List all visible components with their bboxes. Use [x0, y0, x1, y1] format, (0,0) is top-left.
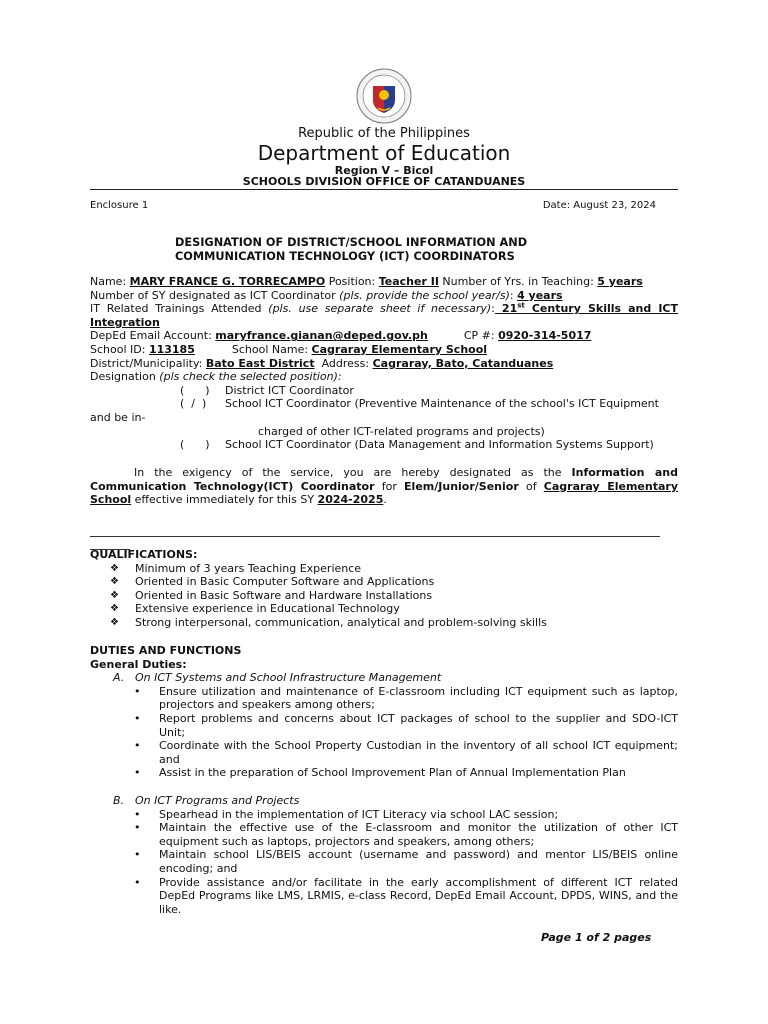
- list-item: [90, 848, 678, 875]
- list-item: [90, 589, 678, 603]
- duties-section: [90, 644, 678, 916]
- list-item-text: Oriented in Basic Computer Software and Applications: [135, 575, 435, 589]
- option-wrap: and be in-: [90, 410, 146, 424]
- bullet-icon: •: [134, 684, 141, 698]
- title-line-2: COMMUNICATION TECHNOLOGY (ICT) COORDINATORS: [175, 249, 515, 263]
- qualifications-heading: QUALIFICATIONS:: [90, 548, 198, 561]
- region-line: Region V – Bicol: [334, 164, 434, 177]
- section-a-title: A. On ICT Systems and School Infrastructure Management: [113, 671, 442, 685]
- title-line-1: DESIGNATION OF DISTRICT/SCHOOL INFORMATION AND: [175, 236, 528, 249]
- list-item: [90, 616, 678, 630]
- section-a-list: [90, 685, 678, 780]
- bullet-icon: ❖: [110, 616, 119, 628]
- deped-seal-logo: [356, 68, 412, 124]
- qualifications-section: [90, 548, 678, 630]
- enclosure-label: Enclosure 1: [90, 200, 149, 211]
- document-title: [175, 236, 645, 263]
- bullet-icon: ❖: [110, 576, 119, 588]
- page-number: Page 1 of 2 pages: [541, 931, 652, 944]
- position-value: Teacher II: [378, 275, 439, 288]
- list-item-text: Strong interpersonal, communication, analytical and problem-solving skills: [135, 615, 547, 629]
- bullet-icon: •: [134, 807, 141, 821]
- email-row: DepEd Email Account: maryfrance.gianan@deped.gov.ph CP #: 0920-314-5017: [90, 329, 592, 343]
- list-item: [90, 876, 678, 917]
- option-continuation: charged of other ICT-related programs and projects): [258, 424, 545, 438]
- list-item: [90, 575, 678, 589]
- bullet-icon: •: [134, 711, 141, 725]
- address-value: Cagraray, Bato, Catanduanes: [372, 356, 554, 370]
- cp-value: 0920-314-5017: [498, 329, 592, 343]
- list-item-text: Maintain school LIS/BEIS account (username and password) and mentor LIS/BEIS online encoding; and: [159, 848, 678, 875]
- sy-row: Number of SY designated as ICT Coordinator (pls. provide the school year/s): 4 years: [90, 288, 563, 302]
- general-duties-heading: General Duties:: [90, 657, 187, 671]
- school-name-value: Cagraray Elementary School: [311, 342, 488, 356]
- list-item-text: Maintain the effective use of the E-classroom and monitor the utilization of other ICT equipment such as laptops, projectors and speakers, among others;: [159, 821, 678, 848]
- designation-row: Designation (pls check the selected position):: [90, 370, 342, 384]
- district-value: Bato East District: [205, 356, 315, 370]
- bullet-icon: •: [134, 739, 141, 753]
- bullet-icon: •: [134, 766, 141, 780]
- bullet-icon: ❖: [110, 562, 119, 574]
- years-value: 5 years: [597, 275, 643, 288]
- list-item: [90, 766, 678, 780]
- section-b-list: [90, 808, 678, 917]
- bullet-icon: ❖: [110, 589, 119, 601]
- list-item-text: Oriented in Basic Software and Hardware Installations: [135, 588, 433, 602]
- option-checkbox[interactable]: ( ): [180, 438, 210, 452]
- designation-paragraph: In the exigency of the service, you are hereby designated as the Information and Communication Technology(ICT) Coordinator for Elem/Junior/Senior of Cagraray Elementary School effective immediately for this SY 2024-2025.: [90, 466, 678, 507]
- list-item: [90, 562, 678, 576]
- bullet-icon: ❖: [110, 603, 119, 615]
- trainings-value: 21st Century Skills and ICT: [494, 301, 679, 316]
- bullet-icon: •: [134, 848, 141, 862]
- list-item-text: Coordinate with the School Property Custodian in the inventory of all school ICT equipment; and: [159, 739, 678, 766]
- separator-line: [90, 527, 678, 541]
- option-school-data: ( ) School ICT Coordinator (Data Management and Information Systems Support): [180, 438, 654, 452]
- division-line: SCHOOLS DIVISION OFFICE OF CATANDUANES: [242, 175, 526, 188]
- name-row: Name: MARY FRANCE G. TORRECAMPO Position: Teacher II Number of Yrs. in Teaching: 5 years: [90, 275, 643, 288]
- bullet-icon: •: [134, 821, 141, 835]
- list-item-text: Ensure utilization and maintenance of E-classroom including ICT equipment such as laptop, projectors and speakers among others;: [159, 684, 678, 712]
- list-item: [90, 821, 678, 848]
- info-fields: [90, 275, 678, 452]
- school-row: School ID: 113185 School Name: Cagraray Elementary School: [90, 342, 488, 356]
- list-item-text: Minimum of 3 years Teaching Experience: [135, 561, 362, 575]
- list-item: [90, 602, 678, 616]
- list-item-text: Assist in the preparation of School Improvement Plan of Annual Implementation Plan: [159, 766, 626, 780]
- list-item-text: Provide assistance and/or facilitate in the early accomplishment of different ICT related DepEd Programs like LMS, LRMIS, e-class Record, DepEd Email Account, DPDS, WINS, and the like.: [159, 875, 678, 916]
- option-district: ( ) District ICT Coordinator: [180, 383, 354, 397]
- section-b-title: B. On ICT Programs and Projects: [113, 793, 300, 807]
- list-item: [90, 739, 678, 766]
- list-item: [90, 685, 678, 712]
- list-item: [90, 808, 678, 822]
- list-item: [90, 712, 678, 739]
- option-checkbox[interactable]: ( / ): [180, 397, 207, 411]
- document-date: Date: August 23, 2024: [542, 200, 656, 211]
- republic-line: Republic of the Philippines: [298, 126, 470, 141]
- list-item-text: Spearhead in the implementation of ICT Literacy via school LAC session;: [159, 807, 559, 821]
- list-item-text: Report problems and concerns about ICT packages of school to the supplier and SDO-ICT Unit;: [159, 711, 678, 739]
- trainings-row: IT Related Trainings Attended (pls. use separate sheet if necessary): 21st Century Skills and ICT: [90, 301, 679, 316]
- name-value: MARY FRANCE G. TORRECAMPO: [129, 275, 326, 288]
- department-name: Department of Education: [257, 141, 511, 165]
- district-row: District/Municipality: Bato East District Address: Cagraray, Bato, Catanduanes: [90, 356, 554, 370]
- trainings-value-line2: Integration: [90, 315, 160, 329]
- list-item-text: Extensive experience in Educational Technology: [135, 602, 400, 616]
- option-checkbox[interactable]: ( ): [180, 383, 210, 397]
- email-value: maryfrance.gianan@deped.gov.ph: [215, 329, 428, 343]
- school-id-value: 113185: [148, 342, 195, 356]
- sy-value: 4 years: [517, 288, 563, 302]
- bullet-icon: •: [134, 875, 141, 889]
- header-divider: [90, 189, 678, 190]
- duties-heading: DUTIES AND FUNCTIONS: [90, 644, 242, 657]
- option-school-maintenance: ( / ) School ICT Coordinator (Preventive Maintenance of the school's ICT Equipment: [180, 397, 659, 411]
- qualifications-list: [90, 562, 678, 630]
